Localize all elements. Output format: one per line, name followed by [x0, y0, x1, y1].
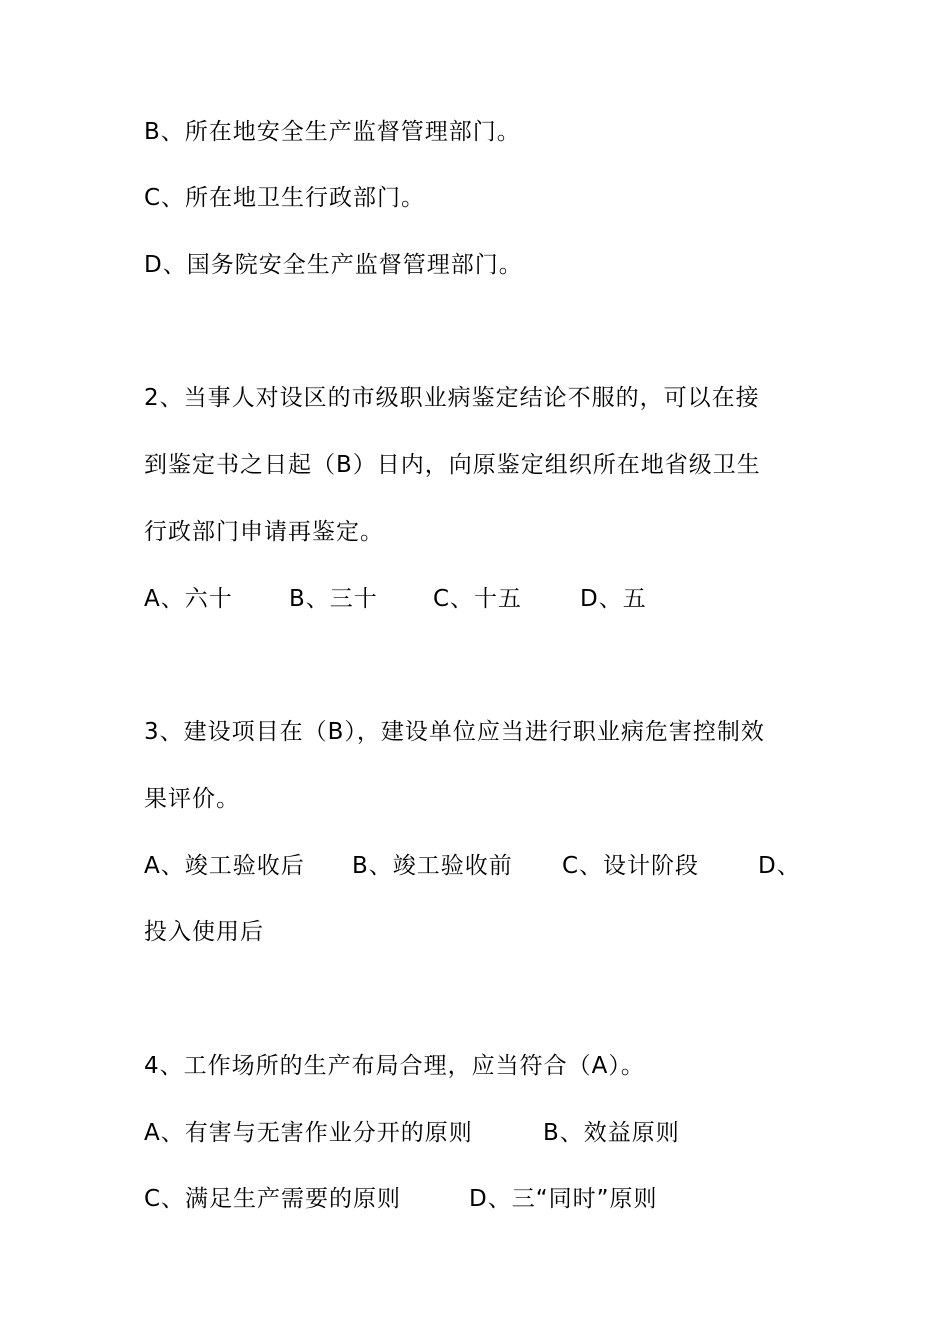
q4-option-b: B、效益原则: [543, 1120, 680, 1146]
q4-options-row2: [144, 1184, 844, 1214]
q3-option-d: D、: [758, 853, 801, 879]
q4-options-row1: [144, 1118, 844, 1148]
q2-options-row: [144, 584, 844, 614]
q2-option-b: B、三十: [289, 586, 378, 612]
q3-option-b: B、竣工验收前: [352, 853, 513, 879]
q3-option-d-continued: 投入使用后: [144, 919, 264, 945]
q2-text-line1: 2、当事人对设区的市级职业病鉴定结论不服的，可以在接: [144, 385, 760, 411]
q3-text-line2: 果评价。: [144, 786, 240, 812]
q2-option-d: D、五: [580, 586, 647, 612]
q1-option-d: D、国务院安全生产监督管理部门。: [144, 252, 523, 278]
q3-option-a: A、竣工验收后: [144, 853, 305, 879]
q1-option-c: C、所在地卫生行政部门。: [144, 185, 426, 211]
q3-text-line1: 3、建设项目在（B），建设单位应当进行职业病危害控制效: [144, 719, 765, 745]
q3-option-c: C、设计阶段: [562, 853, 700, 879]
q4-text-line1: 4、工作场所的生产布局合理，应当符合（A）。: [144, 1053, 645, 1079]
q1-option-b: B、所在地安全生产监督管理部门。: [144, 119, 521, 145]
q2-option-c: C、十五: [433, 586, 523, 612]
q4-option-c: C、满足生产需要的原则: [144, 1186, 402, 1212]
q2-text-line2: 到鉴定书之日起（B）日内，向原鉴定组织所在地省级卫生: [144, 452, 761, 478]
q2-option-a: A、六十: [144, 586, 233, 612]
q3-options-row: [144, 851, 844, 881]
q4-option-a: A、有害与无害作业分开的原则: [144, 1120, 473, 1146]
q2-text-line3: 行政部门申请再鉴定。: [144, 519, 384, 545]
q4-option-d: D、三“同时”原则: [469, 1186, 658, 1212]
